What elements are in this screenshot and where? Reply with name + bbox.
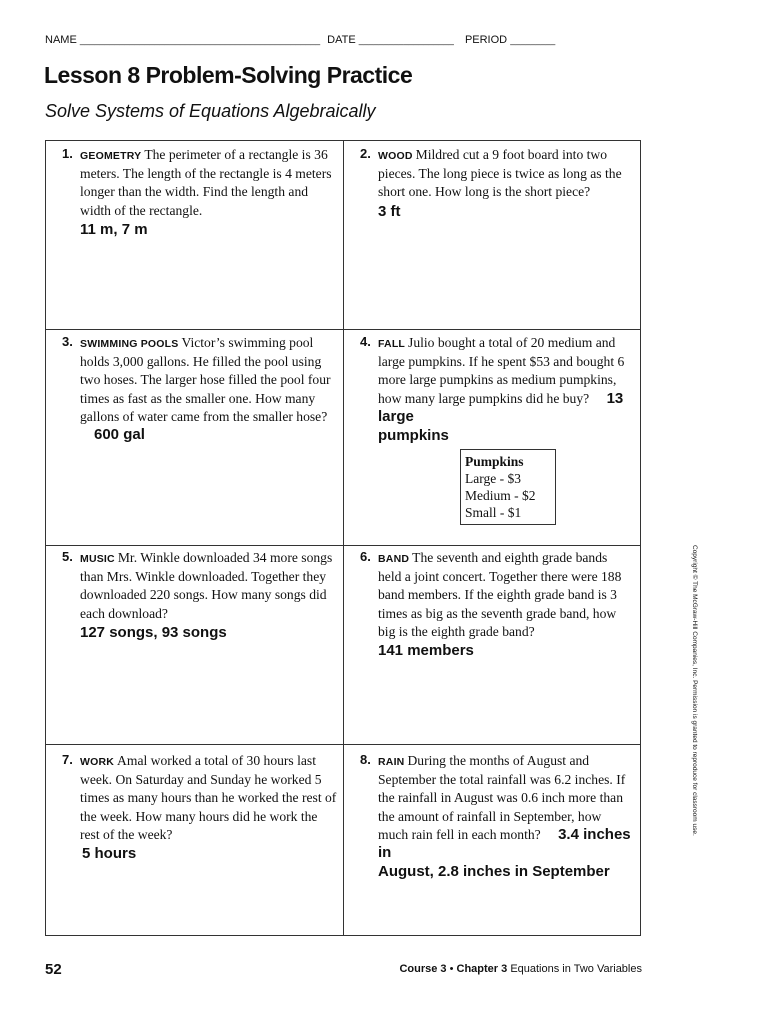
problem-category: MUSIC <box>80 553 115 565</box>
problem-text: Amal worked a total of 30 hours last week. On Saturday and Sunday he worked 5 times as many hours than he worked the rest of the week. How many hours did he work the rest of the week? <box>80 753 337 842</box>
pumpkin-price-table <box>460 449 556 525</box>
column-divider <box>343 141 344 935</box>
copyright-notice <box>686 545 700 885</box>
problem-category: SWIMMING POOLS <box>80 338 179 350</box>
footer-course-info <box>399 963 642 975</box>
problem-grid <box>45 140 641 936</box>
problem-number: 3. <box>62 334 73 349</box>
problem-category: FALL <box>378 338 406 350</box>
problem-category: RAIN <box>378 756 405 768</box>
row-divider <box>46 744 640 745</box>
problem-text: Victor’s swimming pool holds 3,000 gallons. He filled the pool using two hoses. The larger hose filled the pool four times as fast as the smaller one. How many gallons of water came from the smaller hose? <box>80 335 331 424</box>
page-number: 52 <box>45 961 62 978</box>
problem-answer: 141 members <box>378 642 474 660</box>
problem-answer: 3.4 inches in <box>378 825 631 862</box>
problem-answer: 13 large <box>378 389 624 425</box>
page-subtitle: Solve Systems of Equations Algebraically <box>45 101 376 121</box>
row-divider <box>46 329 640 330</box>
page-title: Lesson 8 Problem-Solving Practice <box>44 62 413 88</box>
footer-bullet: • <box>449 963 454 975</box>
problem-text: Mildred cut a 9 foot board into two pieces. The long piece is twice as long as the short one. How long is the short piece? <box>378 147 622 200</box>
problem-answer: 127 songs, 93 songs <box>80 623 227 641</box>
problem-answer: 11 m, 7 m <box>80 220 148 238</box>
problem-number: 1. <box>62 146 73 161</box>
period-label: PERIOD <box>464 34 508 46</box>
problem-7 <box>62 752 340 863</box>
problem-answer: 5 hours <box>82 845 137 863</box>
problem-category: GEOMETRY <box>80 150 142 162</box>
problem-text: The perimeter of a rectangle is 36 meters. The length of the rectangle is 4 meters longer than the width. Find the length and width of the rectangle. <box>80 147 332 218</box>
problem-6 <box>360 549 630 660</box>
problem-number: 2. <box>360 146 371 161</box>
problem-category: WORK <box>80 756 115 768</box>
problem-8 <box>360 752 632 881</box>
problem-category: WOOD <box>378 150 413 162</box>
footer-chapter-title: Equations in Two Variables <box>510 963 642 975</box>
problem-text: Julio bought a total of 20 medium and large pumpkins. If he spent $53 and bought 6 more large pumpkins as medium pumpkins, how many large pumpkins did he buy? <box>378 335 625 406</box>
table-row: Medium - $2 <box>465 488 536 503</box>
problem-text: During the months of August and September the total rainfall was 6.2 inches. If the rainfall in August was 0.6 inch more than the amount of rainfall in September, how much rain fell in each month? <box>378 753 626 842</box>
problem-4 <box>360 334 630 539</box>
period-blank: _________ <box>510 35 556 45</box>
problem-1 <box>62 146 340 239</box>
problem-number: 4. <box>360 334 371 349</box>
table-heading: Pumpkins <box>465 454 524 469</box>
date-blank: ___________________ <box>358 35 454 45</box>
problem-answer: 3 ft <box>378 202 401 220</box>
problem-category: BAND <box>378 553 410 565</box>
problem-3 <box>62 334 340 444</box>
table-row: Small - $1 <box>465 505 522 520</box>
problem-text: The seventh and eighth grade bands held a joint concert. Together there were 188 band members. If the eighth grade band is 3 times as big as the seventh grade band, how big is the eighth grade band? <box>378 550 622 639</box>
student-info-header <box>45 34 645 46</box>
footer-chapter: Chapter 3 <box>456 963 508 975</box>
name-blank: ________________________________________________ <box>79 35 321 45</box>
problem-number: 8. <box>360 752 371 767</box>
problem-5 <box>62 549 340 642</box>
problem-answer-continued: August, 2.8 inches in September <box>378 863 610 881</box>
problem-text: Mr. Winkle downloaded 34 more songs than Mrs. Winkle downloaded. Together they downloaded 220 songs. How many songs did each download? <box>80 550 333 621</box>
problem-answer: 600 gal <box>94 426 145 444</box>
name-label: NAME <box>45 34 77 46</box>
footer-course: Course 3 <box>399 963 447 975</box>
problem-2 <box>360 146 630 221</box>
table-row: Large - $3 <box>465 471 521 486</box>
copyright-text: Copyright © The McGraw-Hill Companies, Inc. Permission is granted to reproduce for classroom use. <box>691 545 698 836</box>
problem-number: 6. <box>360 549 371 564</box>
problem-answer-continued: pumpkins <box>378 427 449 445</box>
problem-number: 5. <box>62 549 73 564</box>
problem-number: 7. <box>62 752 73 767</box>
date-label: DATE <box>327 34 356 46</box>
row-divider <box>46 545 640 546</box>
